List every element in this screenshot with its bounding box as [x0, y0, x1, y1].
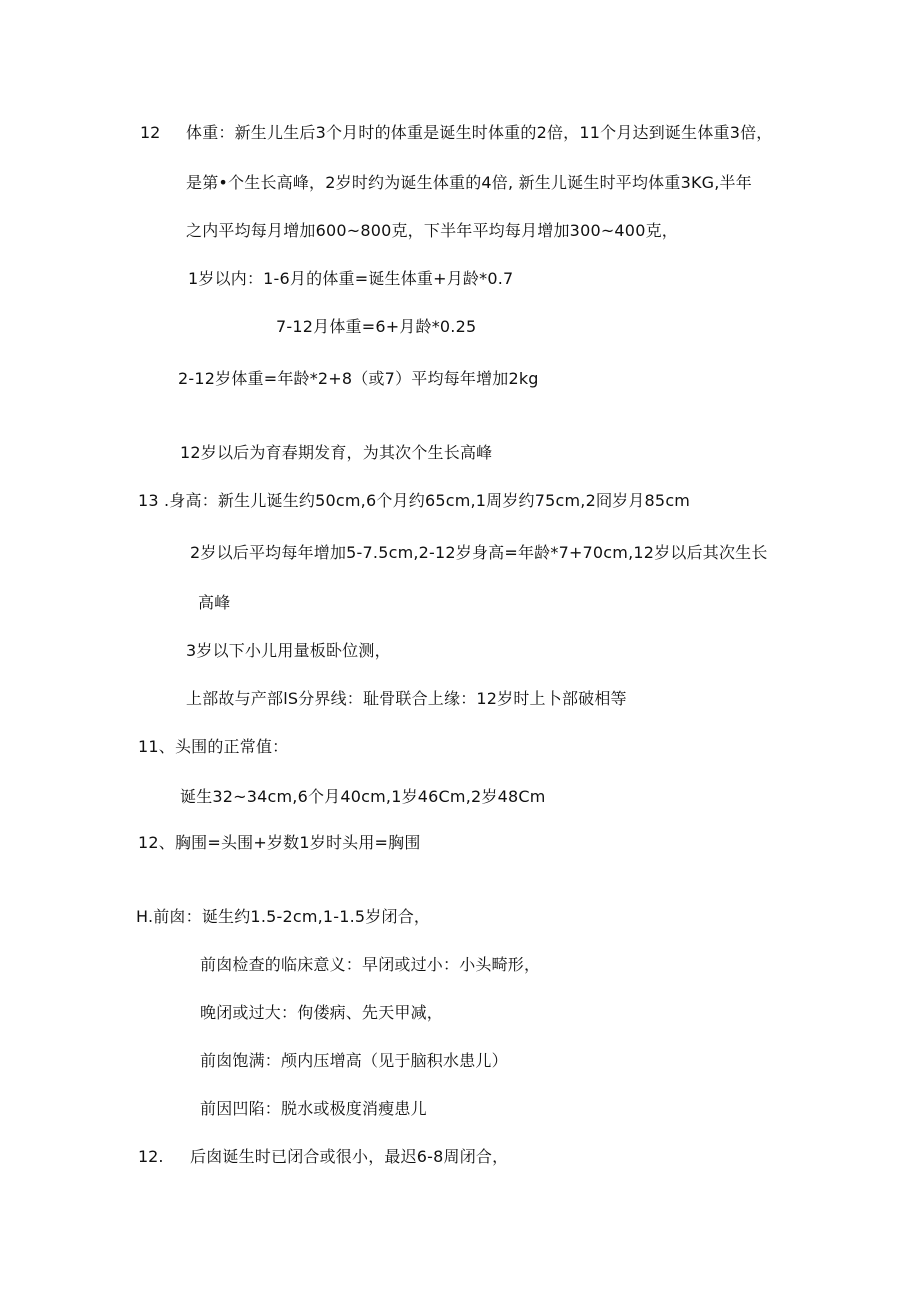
weight-formula-2: 7-12月体重=6+月龄*0.25 [276, 317, 477, 336]
weight-line-1: 体重：新生儿生后3个月时的体重是诞生时体重的2倍，11个月达到诞生体重3倍， [186, 123, 773, 142]
head-circumference-values: 诞生32~34cm,6个月40cm,1岁46Cm,2岁48Cm [180, 787, 546, 806]
anterior-fontanelle-title: H.前囱：诞生约1.5-2cm,1-1.5岁闭合， [136, 907, 431, 926]
height-line-2: 高峰 [198, 593, 231, 612]
height-line-4: 上部故与产部lS分界线：耻骨联合上缘：12岁时上卜部破相等 [186, 689, 627, 708]
weight-formula-1: 1岁以内：1-6月的体重=诞生体重+月龄*0.7 [188, 269, 514, 288]
anterior-fontanelle-line-2: 晚闭或过大：佝偻病、先天甲减， [200, 1003, 444, 1022]
weight-line-3: 之内平均每月增加600~800克，下半年平均每月增加300~400克， [186, 221, 678, 240]
posterior-fontanelle-number: 12. [138, 1147, 164, 1166]
weight-line-2: 是第•个生长高峰，2岁时约为诞生体重的4倍, 新生儿诞生时平均体重3KG,半年 [186, 173, 752, 192]
anterior-fontanelle-line-1: 前囱检查的临床意义：早闭或过小：小头畸形， [200, 955, 541, 974]
weight-formula-3: 2-12岁体重=年龄*2+8（或7）平均每年增加2kg [178, 369, 539, 388]
head-circumference-title: 11、头围的正常值： [138, 737, 289, 756]
posterior-fontanelle-text: 后囱诞生时已闭合或很小，最迟6-8周闭合， [190, 1147, 509, 1166]
chest-circumference-title: 12、胸围=头围+岁数1岁时头用=胸围 [138, 833, 421, 852]
height-line-3: 3岁以下小儿用量板卧位测， [186, 641, 391, 660]
anterior-fontanelle-line-3: 前囱饱满：颅内压增高（见于脑积水患儿） [200, 1051, 508, 1070]
anterior-fontanelle-line-4: 前因凹陷：脱水或极度消瘦患儿 [200, 1099, 427, 1118]
weight-section-number: 12 [140, 123, 161, 142]
height-line-1: 2岁以后平均每年增加5-7.5cm,2-12岁身高=年龄*7+70cm,12岁以后其次生长 [190, 543, 768, 562]
weight-puberty-note: 12岁以后为育春期发育，为其次个生长高峰 [180, 443, 493, 462]
height-title: 13 .身高：新生儿诞生约50cm,6个月约65cm,1周岁约75cm,2冏岁月85cm [138, 491, 691, 510]
